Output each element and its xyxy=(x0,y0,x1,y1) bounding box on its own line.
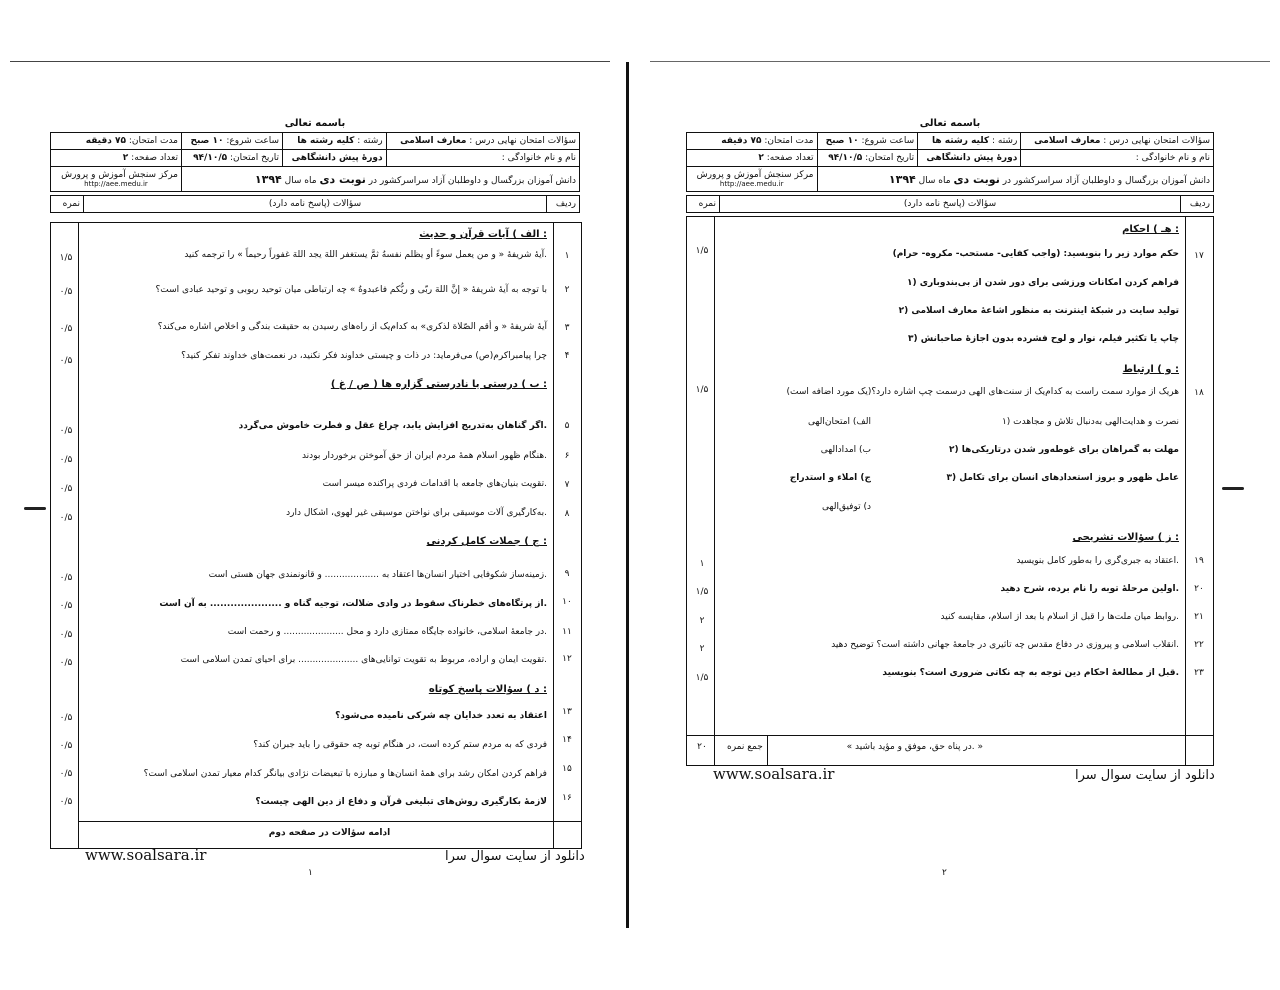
question-score: ۱/۵ xyxy=(695,673,709,683)
question-number: ۲۰ xyxy=(1194,584,1204,594)
question-text: حکم موارد زیر را بنویسید: (واجب کفایی- مستحب- مکروه- حرام) xyxy=(892,249,1179,259)
field-cell: رشته : کلیه رشته ها xyxy=(282,133,386,150)
section-title-b: ب ) درستی یا نادرستی گزاره ها ( ص / غ ) : xyxy=(330,379,547,390)
page-number: ۱ xyxy=(308,868,313,878)
page-number: ۲ xyxy=(942,868,947,878)
question-score: ۰/۵ xyxy=(59,630,73,640)
q17-item-1: ۱) فراهم کردن امکانات ورزشی برای دور شدن از بی‌بندوباری xyxy=(906,278,1179,288)
questions-frame-2 xyxy=(686,216,1214,766)
question-text: روابط میان ملت‌ها را قبل از اسلام با بعد از اسلام، مقایسه کنید. xyxy=(940,612,1179,622)
question-text: در جامعهٔ اسلامی، خانواده جایگاه ممتازی دارد و محل ..................... و رحمت است. xyxy=(227,627,547,637)
page-heading: باسمه تعالی xyxy=(284,118,346,129)
question-score: ۱/۵ xyxy=(59,253,73,263)
footer-download-text: دانلود از سایت سوال سرا xyxy=(1075,768,1215,783)
q18-left-item-d: د) توفیق‌الهی xyxy=(822,502,871,512)
course-cell: سؤالات امتحان نهایی درس : معارف اسلامی xyxy=(1021,133,1214,150)
question-score: ۰/۵ xyxy=(59,573,73,583)
question-text: به‌کارگیری آلات موسیقی برای نواختن موسیقی غیر لهوی، اشکال دارد. xyxy=(286,508,547,518)
scan-smudge-left xyxy=(24,507,46,510)
question-number: ۷ xyxy=(564,480,570,490)
score-column-header: نمره xyxy=(51,196,84,213)
question-text: آیهٔ شریفهٔ « و من یعمل سوءً أو یظلم نفسهُ ثمَّ یستغفر اللهَ یجد اللهَ غفوراً رحیماً » را ترجمه کنید. xyxy=(184,250,547,260)
total-divider xyxy=(687,735,1213,736)
closing-wish: « در پناه حق، موفق و مؤید باشید. » xyxy=(846,742,983,752)
questions-frame-1 xyxy=(50,222,582,849)
question-text: زمینه‌ساز شکوفایی اختیار انسان‌ها اعتقاد به ................... و قانونمندی جهان هستی است. xyxy=(208,570,547,580)
question-number: ۴ xyxy=(564,351,570,361)
section-title-g: ز ) سؤالات تشریحی : xyxy=(1072,532,1179,543)
question-number: ۵ xyxy=(564,421,570,431)
question-score: ۰/۵ xyxy=(59,287,73,297)
question-score: ۲ xyxy=(699,644,705,654)
question-number: ۸ xyxy=(564,509,570,519)
student-name-cell: نام و نام خانوادگی : xyxy=(1021,150,1214,167)
duration-cell: مدت امتحان: ۷۵ دقیقه xyxy=(687,133,818,150)
question-number: ۲۱ xyxy=(1194,612,1204,622)
page-count-cell: تعداد صفحه: ۲ xyxy=(687,150,818,167)
q17-item-2: ۲) تولید سایت در شبکهٔ اینترنت به منظور اشاعهٔ معارف اسلامی xyxy=(898,306,1179,316)
question-score: ۰/۵ xyxy=(59,513,73,523)
question-number: ۱ xyxy=(564,251,570,261)
question-number: ۱۱ xyxy=(562,627,572,637)
question-number: ۲ xyxy=(564,285,570,295)
footer-url: www.soalsara.ir xyxy=(85,846,207,864)
score-column-header: نمره xyxy=(687,196,720,213)
question-number: ۱۷ xyxy=(1194,251,1204,261)
question-text: اگر گناهان به‌تدریج افزایش یابد، چراغ عقل و فطرت خاموش می‌گردد. xyxy=(238,421,547,431)
column-header-table xyxy=(686,195,1214,213)
page-count-cell: تعداد صفحه: ۲ xyxy=(51,150,182,167)
q18-left-item-c: ج) املاء و استدراج xyxy=(789,473,871,483)
question-text: اعتقاد به جبری‌گری را به‌طور کامل بنویسید. xyxy=(1016,556,1179,566)
scan-edge-top-right xyxy=(650,61,1270,62)
scan-fold-line xyxy=(626,62,629,928)
start-time-cell: ساعت شروع: ۱۰ صبح xyxy=(181,133,282,150)
question-number: ۱۲ xyxy=(562,654,572,664)
question-text: از پرتگاه‌های خطرناک سقوط در وادی ضلالت، توجیه گناه و ..................... به آن است. xyxy=(159,599,547,609)
question-text: اولین مرحلهٔ توبه را نام برده، شرح دهید. xyxy=(1000,584,1179,594)
candidates-cell: دانش آموزان بزرگسال و داوطلبان آزاد سراسرکشور در نوبت دی ماه سال ۱۳۹۴ xyxy=(817,167,1214,192)
question-number: ۲۲ xyxy=(1194,640,1204,650)
question-score: ۰/۵ xyxy=(59,713,73,723)
footer-url: www.soalsara.ir xyxy=(713,765,835,783)
question-text: تقویت ایمان و اراده، مربوط به تقویت توانایی‌های ..................... برای احیای تمدن اسلامی است. xyxy=(180,655,547,665)
level-cell: دورهٔ پیش دانشگاهی xyxy=(918,150,1021,167)
questions-column-header: سؤالات (پاسخ نامه دارد) xyxy=(720,196,1181,213)
scan-smudge-right xyxy=(1222,487,1244,490)
candidates-cell: دانش آموزان بزرگسال و داوطلبان آزاد سراسرکشور در نوبت دی ماه سال ۱۳۹۴ xyxy=(181,167,579,192)
exam-header-table xyxy=(50,132,580,192)
q18-right-item-2: ۲) مهلت به گمراهان برای غوطه‌ور شدن درتاریکی‌ها xyxy=(949,445,1179,455)
center-cell: مرکز سنجش آموزش و پرورش http://aee.medu.ir xyxy=(51,167,182,192)
question-score: ۰/۵ xyxy=(59,455,73,465)
question-score: ۰/۵ xyxy=(59,769,73,779)
question-number: ۱۹ xyxy=(1194,556,1204,566)
row-column-header: ردیف xyxy=(1181,196,1214,213)
question-score: ۲ xyxy=(699,616,705,626)
column-header-table xyxy=(50,195,580,213)
section-title-d: د ) سؤالات پاسخ کوتاه : xyxy=(428,684,547,695)
exam-page-2 xyxy=(686,118,1214,213)
row-column-divider xyxy=(553,223,554,848)
question-text: تقویت بنیان‌های جامعه با اقدامات فردی پراکنده میسر است. xyxy=(322,479,547,489)
question-text: قبل از مطالعهٔ احکام دین توجه به چه نکاتی ضروری است؟ بنویسید. xyxy=(882,668,1179,678)
question-text: اعتقاد به تعدد خدایان چه شرکی نامیده می‌شود؟ xyxy=(335,711,547,721)
question-text: لازمهٔ بکارگیری روش‌های تبلیغی قرآن و دفاع از دین الهی چیست؟ xyxy=(255,797,547,807)
question-text: چرا پیامبراکرم(ص) می‌فرماید: در ذات و چیستی خداوند فکر نکنید، در نعمت‌های خداوند تفکر کنید؟ xyxy=(181,351,547,361)
question-score: ۰/۵ xyxy=(59,426,73,436)
question-score: ۰/۵ xyxy=(59,356,73,366)
total-score-value: ۲۰ xyxy=(697,742,707,752)
footer-download-text: دانلود از سایت سوال سرا xyxy=(445,849,585,864)
continue-note: ادامه سؤالات در صفحه دوم xyxy=(268,828,391,838)
q18-right-item-1: ۱) نصرت و هدایت‌الهی به‌دنبال تلاش و مجاهدت xyxy=(1001,417,1179,427)
question-number: ۹ xyxy=(564,569,570,579)
question-text: آیهٔ شریفهٔ « و أقم الصّلاة لذکری» به کدام‌یک از راه‌های رسیدن به حقیقت بندگی و اخلاص اشاره می‌کند؟ xyxy=(157,322,547,332)
student-name-cell: نام و نام خانوادگی : xyxy=(386,150,579,167)
level-cell: دورهٔ پیش دانشگاهی xyxy=(282,150,386,167)
duration-cell: مدت امتحان: ۷۵ دقیقه xyxy=(51,133,182,150)
course-cell: سؤالات امتحان نهایی درس : معارف اسلامی xyxy=(386,133,579,150)
row-column-header: ردیف xyxy=(547,196,580,213)
question-number: ۱۳ xyxy=(562,707,572,717)
scan-edge-top-left xyxy=(10,61,610,62)
question-number: ۱۸ xyxy=(1194,388,1204,398)
question-score: ۰/۵ xyxy=(59,658,73,668)
question-number: ۱۵ xyxy=(562,764,572,774)
total-score-label: جمع نمره xyxy=(727,742,763,752)
question-number: ۱۶ xyxy=(562,793,572,803)
question-score: ۱/۵ xyxy=(695,587,709,597)
questions-column-header: سؤالات (پاسخ نامه دارد) xyxy=(84,196,547,213)
question-text: هریک از موارد سمت راست به کدام‌یک از سنت‌های الهی درسمت چپ اشاره دارد؟(یک مورد اضافه است) xyxy=(786,387,1179,397)
score-column-divider xyxy=(78,223,79,848)
question-score: ۱/۵ xyxy=(695,385,709,395)
q17-item-3: ۳) چاپ یا تکثیر فیلم، نوار و لوح فشرده بدون اجازهٔ صاحبانش xyxy=(907,334,1179,344)
question-score: ۱ xyxy=(699,559,705,569)
question-number: ۱۰ xyxy=(562,597,572,607)
section-title-e: هـ ) احکام : xyxy=(1122,224,1179,235)
continue-divider xyxy=(78,821,581,822)
page-heading: باسمه تعالی xyxy=(919,118,981,129)
section-title-c: ج ) جملات کامل کردنی : xyxy=(426,536,547,547)
exam-date-cell: تاریخ امتحان: ۹۴/۱۰/۵ xyxy=(817,150,918,167)
question-number: ۱۴ xyxy=(562,735,572,745)
start-time-cell: ساعت شروع: ۱۰ صبح xyxy=(817,133,918,150)
question-score: ۰/۵ xyxy=(59,797,73,807)
q18-left-item-a: الف) امتحان‌الهی xyxy=(807,417,871,427)
question-text: فراهم کردن امکان رشد برای همهٔ انسان‌ها و مبارزه با تبعیضات نژادی بیانگر کدام معیار تمدن اسلامی است؟ xyxy=(143,769,547,779)
field-cell: رشته : کلیه رشته ها xyxy=(918,133,1021,150)
q18-left-item-b: ب) امدادالهی xyxy=(820,445,871,455)
question-score: ۰/۵ xyxy=(59,324,73,334)
question-score: ۰/۵ xyxy=(59,741,73,751)
question-score: ۰/۵ xyxy=(59,484,73,494)
question-text: انقلاب اسلامی و پیروزی در دفاع مقدس چه تاثیری در جامعهٔ جهانی داشته است؟ توضیح دهید. xyxy=(831,640,1179,650)
question-text: هنگام ظهور اسلام همهٔ مردم ایران از حق آموختن برخوردار بودند. xyxy=(301,451,547,461)
total-label-divider xyxy=(767,735,768,765)
center-cell: مرکز سنجش آموزش و پرورش http://aee.medu.ir xyxy=(687,167,818,192)
question-text: با توجه به آیهٔ شریفهٔ « إنَّ اللهَ ربّی و ربُّکم فاعبدوهُ » چه ارتباطی میان توحید ربوبی و توحید عبادی است؟ xyxy=(155,285,547,295)
q18-right-item-3: ۳) عامل ظهور و بروز استعدادهای انسان برای تکامل xyxy=(946,473,1179,483)
exam-date-cell: تاریخ امتحان: ۹۴/۱۰/۵ xyxy=(181,150,282,167)
section-title-f: و ) ارتباط : xyxy=(1122,364,1179,375)
question-number: ۲۳ xyxy=(1194,668,1204,678)
question-number: ۶ xyxy=(564,451,570,461)
section-title-a: الف ) آیات قرآن و حدیث : xyxy=(419,229,547,240)
row-column-divider xyxy=(1185,217,1186,765)
question-score: ۰/۵ xyxy=(59,601,73,611)
question-text: فردی که به مردم ستم کرده است، در هنگام توبه چه حقوقی را باید جبران کند؟ xyxy=(253,740,547,750)
exam-header-table xyxy=(686,132,1214,192)
question-number: ۳ xyxy=(564,323,570,333)
question-score: ۱/۵ xyxy=(695,246,709,256)
exam-page-1 xyxy=(50,118,580,213)
